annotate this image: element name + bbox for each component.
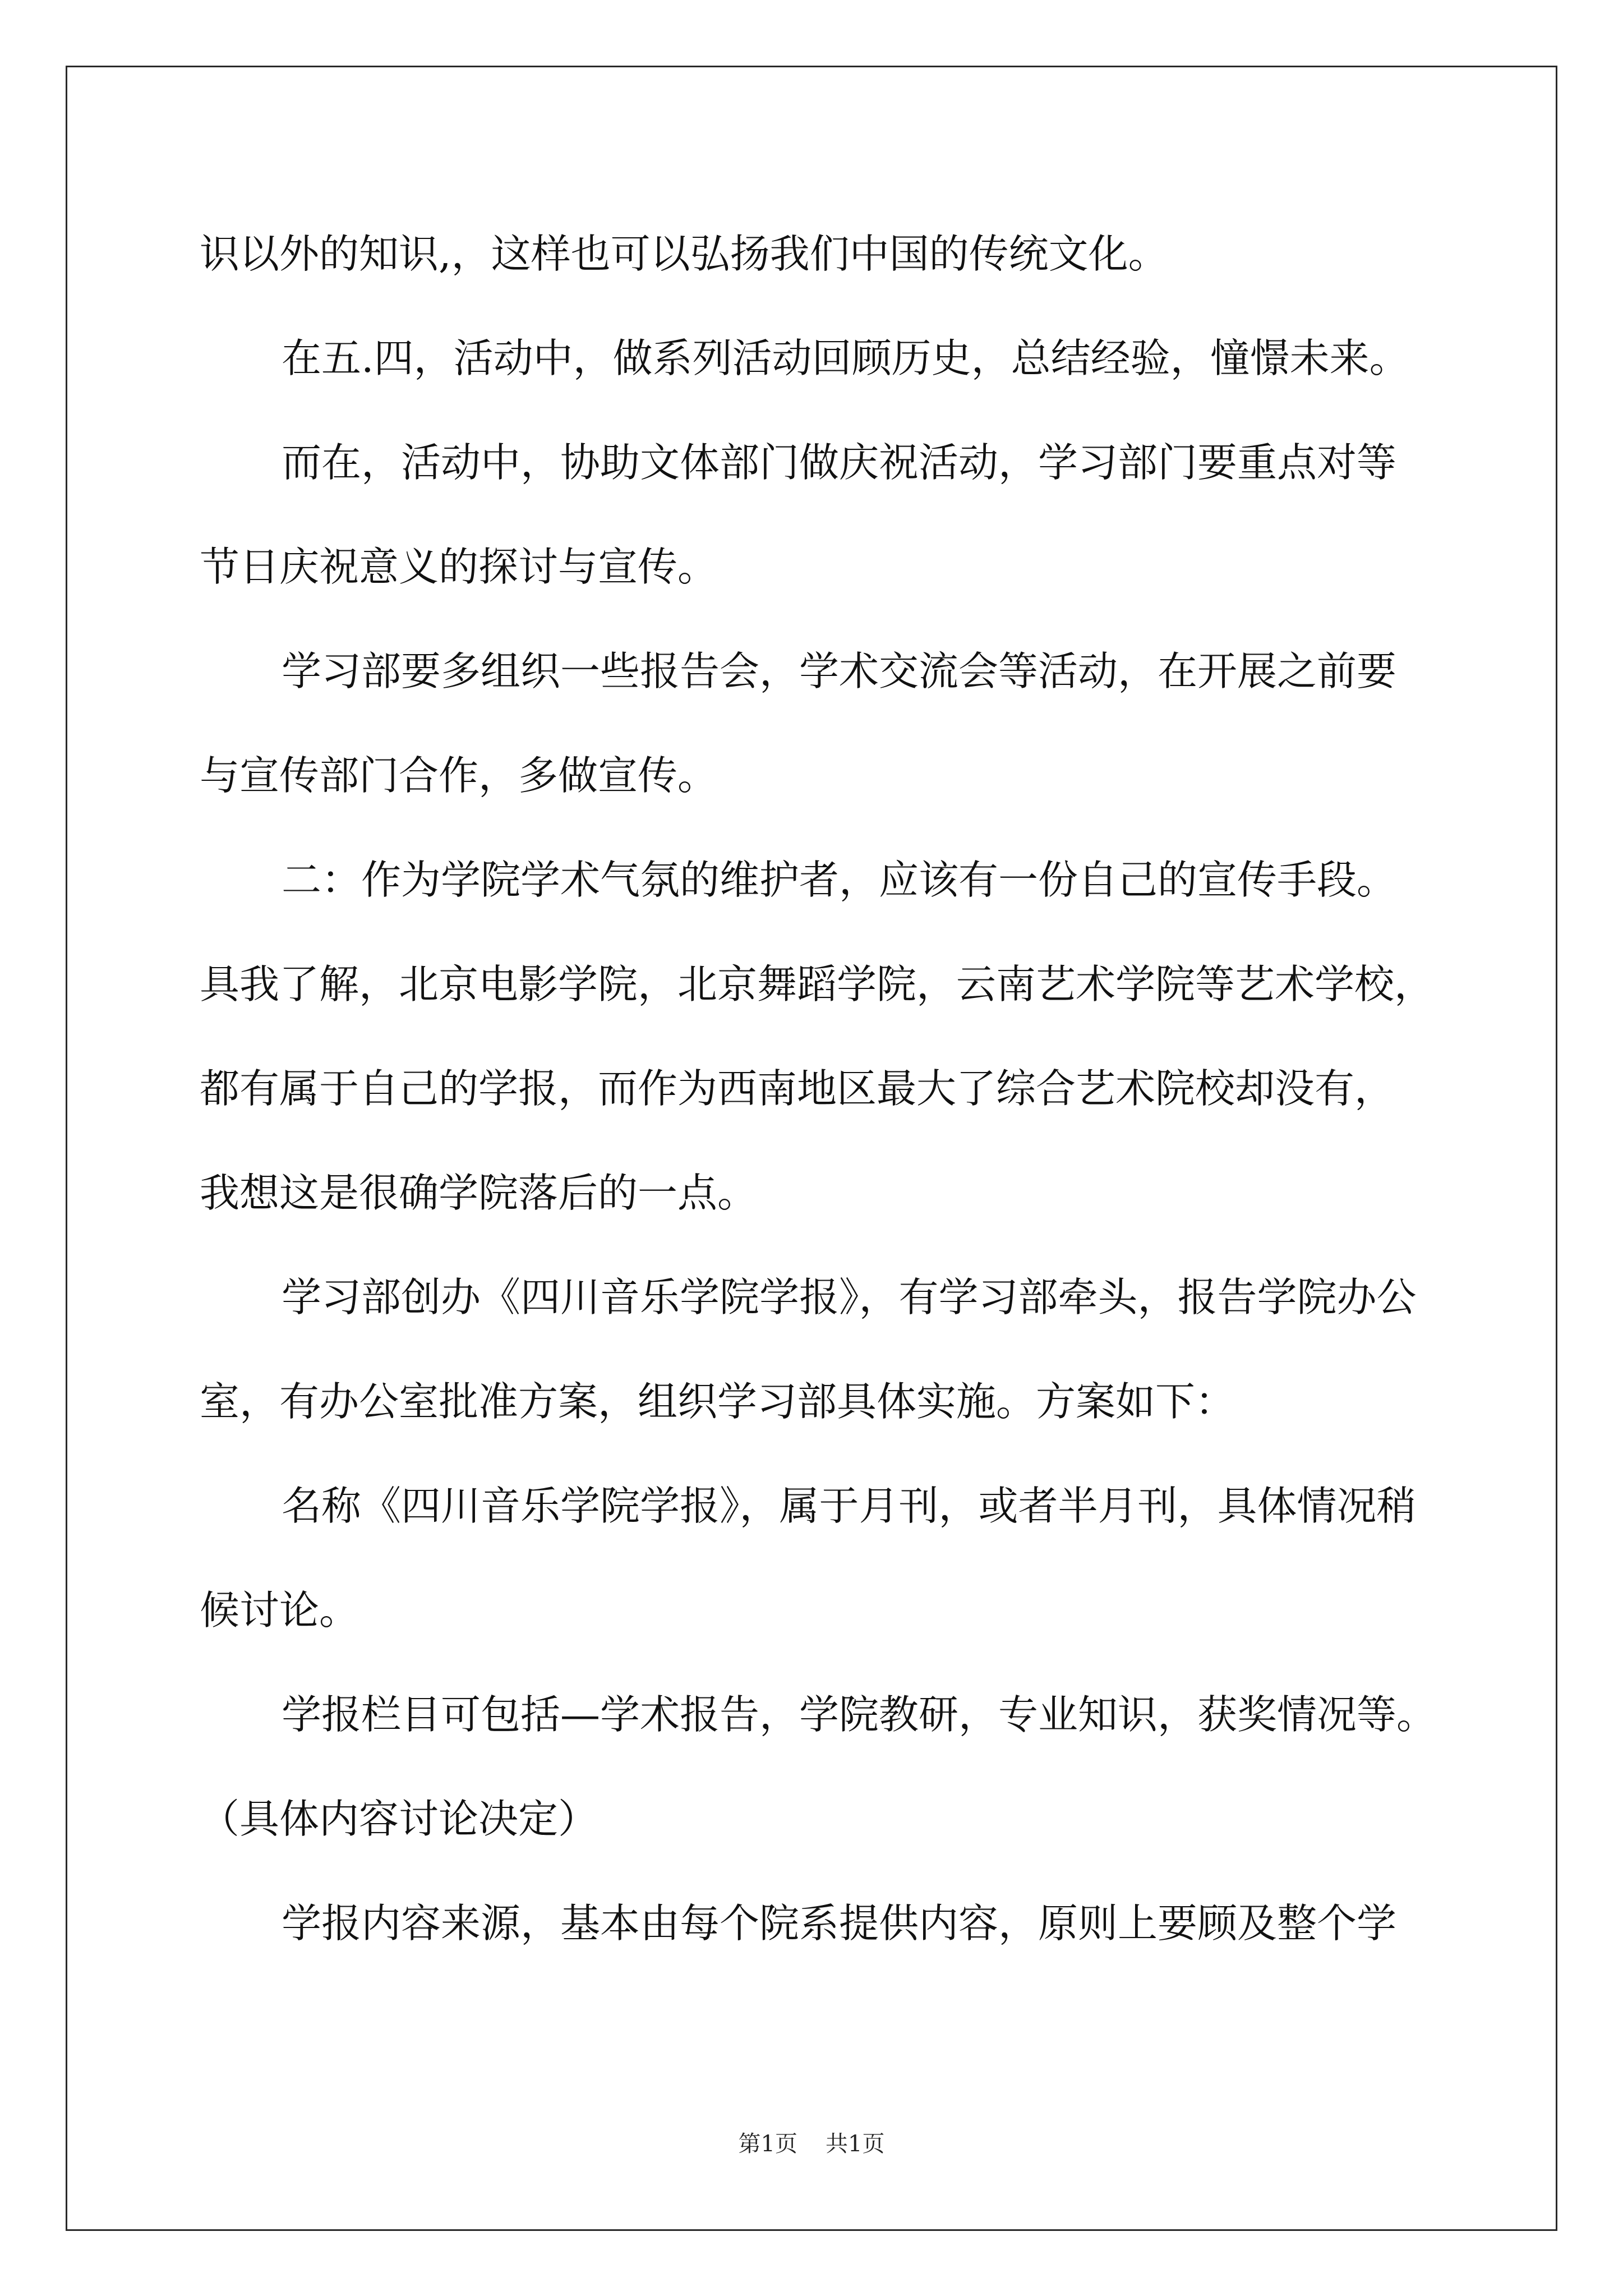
text-line: 具我了解，北京电影学院，北京舞蹈学院，云南艺术学院等艺术学校， xyxy=(200,961,1435,1007)
text-line: 与宣传部门合作，多做宣传。 xyxy=(200,752,718,799)
text-line: 名称《四川音乐学院学报》，属于月刊，或者半月刊，具体情况稍 xyxy=(282,1483,1417,1529)
text-line: 节日庆祝意义的探讨与宣传。 xyxy=(200,544,718,590)
page-footer xyxy=(0,2126,1623,2158)
text-line: 都有属于自己的学报，而作为西南地区最大了综合艺术院校却没有， xyxy=(200,1065,1395,1112)
text-line: 候讨论。 xyxy=(200,1587,359,1634)
document-body xyxy=(200,202,1490,1976)
page-total: 共1页 xyxy=(826,2131,885,2157)
text-line: 二：作为学院学术气氛的维护者，应该有一份自己的宣传手段。 xyxy=(282,857,1397,903)
page-number: 第1页 xyxy=(738,2131,797,2157)
text-line: 而在，活动中，协助文体部门做庆祝活动，学习部门要重点对等 xyxy=(282,439,1397,486)
text-line: 学报内容来源，基本由每个院系提供内容，原则上要顾及整个学 xyxy=(282,1900,1397,1947)
text-line: （具体内容讨论决定） xyxy=(200,1796,598,1842)
text-line: 学习部创办《四川音乐学院学报》，有学习部牵头，报告学院办公 xyxy=(282,1274,1417,1320)
text-line: 在五.四，活动中，做系列活动回顾历史，总结经验，憧憬未来。 xyxy=(282,335,1409,381)
text-line: 室，有办公室批准方案，组织学习部具体实施。方案如下： xyxy=(200,1378,1235,1425)
text-line: 学习部要多组织一些报告会，学术交流会等活动，在开展之前要 xyxy=(282,648,1397,694)
text-line: 我想这是很确学院落后的一点。 xyxy=(200,1170,758,1216)
text-line: 学报栏目可包括—学术报告，学院教研，专业知识，获奖情况等。 xyxy=(282,1691,1437,1738)
text-line: 识以外的知识,，这样也可以弘扬我们中国的传统文化。 xyxy=(200,231,1168,277)
